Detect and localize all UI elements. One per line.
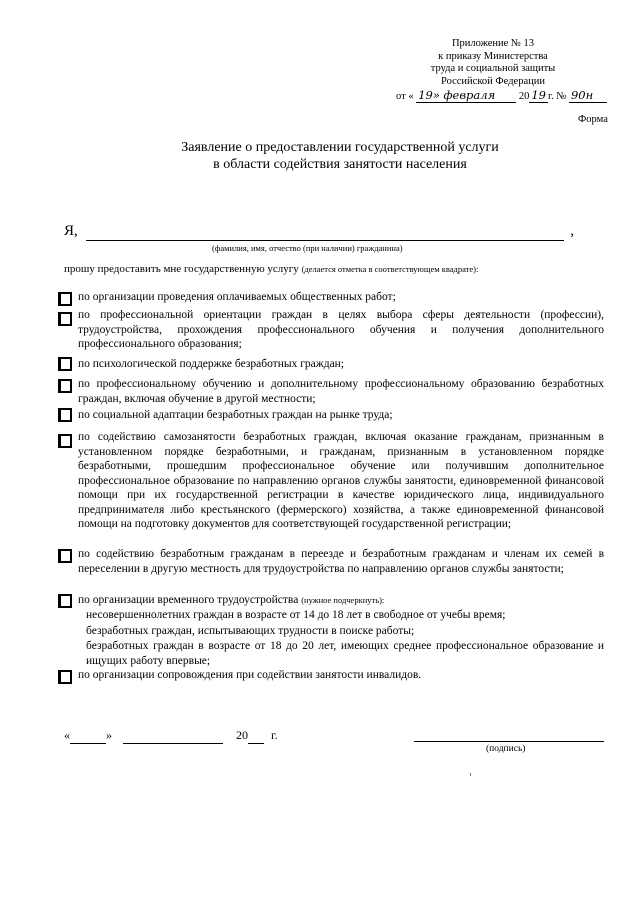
appendix-line-2: к приказу Министерства	[438, 50, 548, 62]
document-title	[80, 139, 600, 173]
service-text: по социальной адаптации безработных граждан на рынке труда;	[78, 409, 393, 421]
appendix-line-4: Российской Федерации	[441, 75, 545, 87]
service-text: по организации проведения оплачиваемых общественных работ;	[78, 291, 396, 303]
appendix-line-1: Приложение № 13	[451, 38, 535, 49]
temp-employment-note: (нужное подчеркнуть):	[301, 595, 385, 605]
service-checkbox[interactable]	[58, 434, 72, 448]
service-checkbox[interactable]	[58, 408, 72, 422]
appendix-line-3: труда и социальной защиты	[430, 63, 556, 74]
service-text: по организации сопровождения при содействии занятости инвалидов.	[78, 669, 422, 681]
form-label: Форма	[578, 114, 608, 125]
signing-date	[64, 728, 278, 744]
order-date-line	[396, 88, 607, 103]
intro-note: (делается отметка в соответствующем квадрате):	[301, 264, 479, 274]
service-text: по психологической поддержке безработных граждан;	[78, 358, 345, 370]
intro-main: прошу предоставить мне государственную услугу	[64, 263, 299, 275]
quote-open: «	[64, 728, 70, 742]
service-text	[78, 593, 604, 608]
quote-close: »	[106, 728, 112, 742]
service-checkbox[interactable]	[58, 549, 72, 563]
service-text: по содействию самозанятости безработных граждан, включая оказание гражданам, признанным в установленном порядке безработными, и гражданам, признанным в установленном порядке безработными, прошедшим профессиональное обучение или получившим дополнительное профессиональное образование по направлению органов службы занятости, единовременной финансовой помощи при их государственной регистрации в качестве юридического лица, индивидуального предпринимателя либо крестьянского (фермерского) хозяйства, а также единовременной финансовой помощи на подготовку документов для соответствующей государственной регистрации;	[78, 431, 604, 530]
applicant-name-field[interactable]	[86, 240, 564, 241]
handwritten-date: 19» февраля	[416, 88, 516, 103]
temp-employment-label: по организации временного трудоустройства	[78, 594, 299, 606]
intro-text	[64, 263, 478, 275]
signature-field[interactable]	[414, 741, 604, 742]
handwritten-number: 90н	[569, 88, 607, 103]
footer-year-prefix: 20	[236, 728, 248, 742]
service-checkbox[interactable]	[58, 379, 72, 393]
service-text: по содействию безработным гражданам в переезде и безработным гражданам и членам их семей в переселении в другую местность для трудоустройства по направлению органов службы занятости;	[78, 548, 604, 575]
scan-speck	[470, 773, 471, 776]
service-checkbox[interactable]	[58, 312, 72, 326]
year-field[interactable]	[248, 728, 264, 744]
service-text: по профессиональному обучению и дополнительному профессиональному образованию безработных граждан, включая обучение в другой местности;	[78, 378, 604, 405]
service-text: по профессиональной ориентации граждан в целях выбора сферы деятельности (профессии), трудоустройства, прохождения профессионального обучения и получения дополнительного профессионального образования;	[78, 309, 604, 350]
service-checkbox[interactable]	[58, 357, 72, 371]
service-checkbox[interactable]	[58, 292, 72, 306]
ya-label: Я,	[64, 223, 78, 239]
day-field[interactable]	[70, 728, 106, 744]
temp-subitem[interactable]: безработных граждан в возрасте от 18 до 20 лет, имеющих среднее профессиональное образование и ищущих работу впервые;	[86, 640, 604, 667]
title-line-1: Заявление о предоставлении государственной услуги	[181, 140, 499, 155]
service-checkbox[interactable]	[58, 670, 72, 684]
year-suffix: г. №	[547, 91, 567, 102]
footer-year-suffix: г.	[271, 728, 278, 742]
service-checkbox[interactable]	[58, 594, 72, 608]
temp-subitem[interactable]: безработных граждан, испытывающих трудности в поиске работы;	[86, 625, 415, 637]
month-field[interactable]	[123, 728, 223, 744]
date-prefix: от «	[396, 91, 414, 102]
applicant-caption: (фамилия, имя, отчество (при наличии) гражданина)	[212, 243, 403, 253]
handwritten-year: 19	[531, 88, 546, 102]
temp-subitem[interactable]: несовершеннолетних граждан в возрасте от 14 до 18 лет в свободное от учебы время;	[86, 609, 506, 621]
year-prefix: 20	[518, 91, 530, 102]
applicant-name-line	[64, 223, 604, 245]
signature-caption: (подпись)	[486, 744, 526, 754]
ya-comma: ,	[570, 223, 574, 239]
appendix-header	[388, 38, 598, 88]
title-line-2: в области содействия занятости населения	[213, 157, 467, 172]
